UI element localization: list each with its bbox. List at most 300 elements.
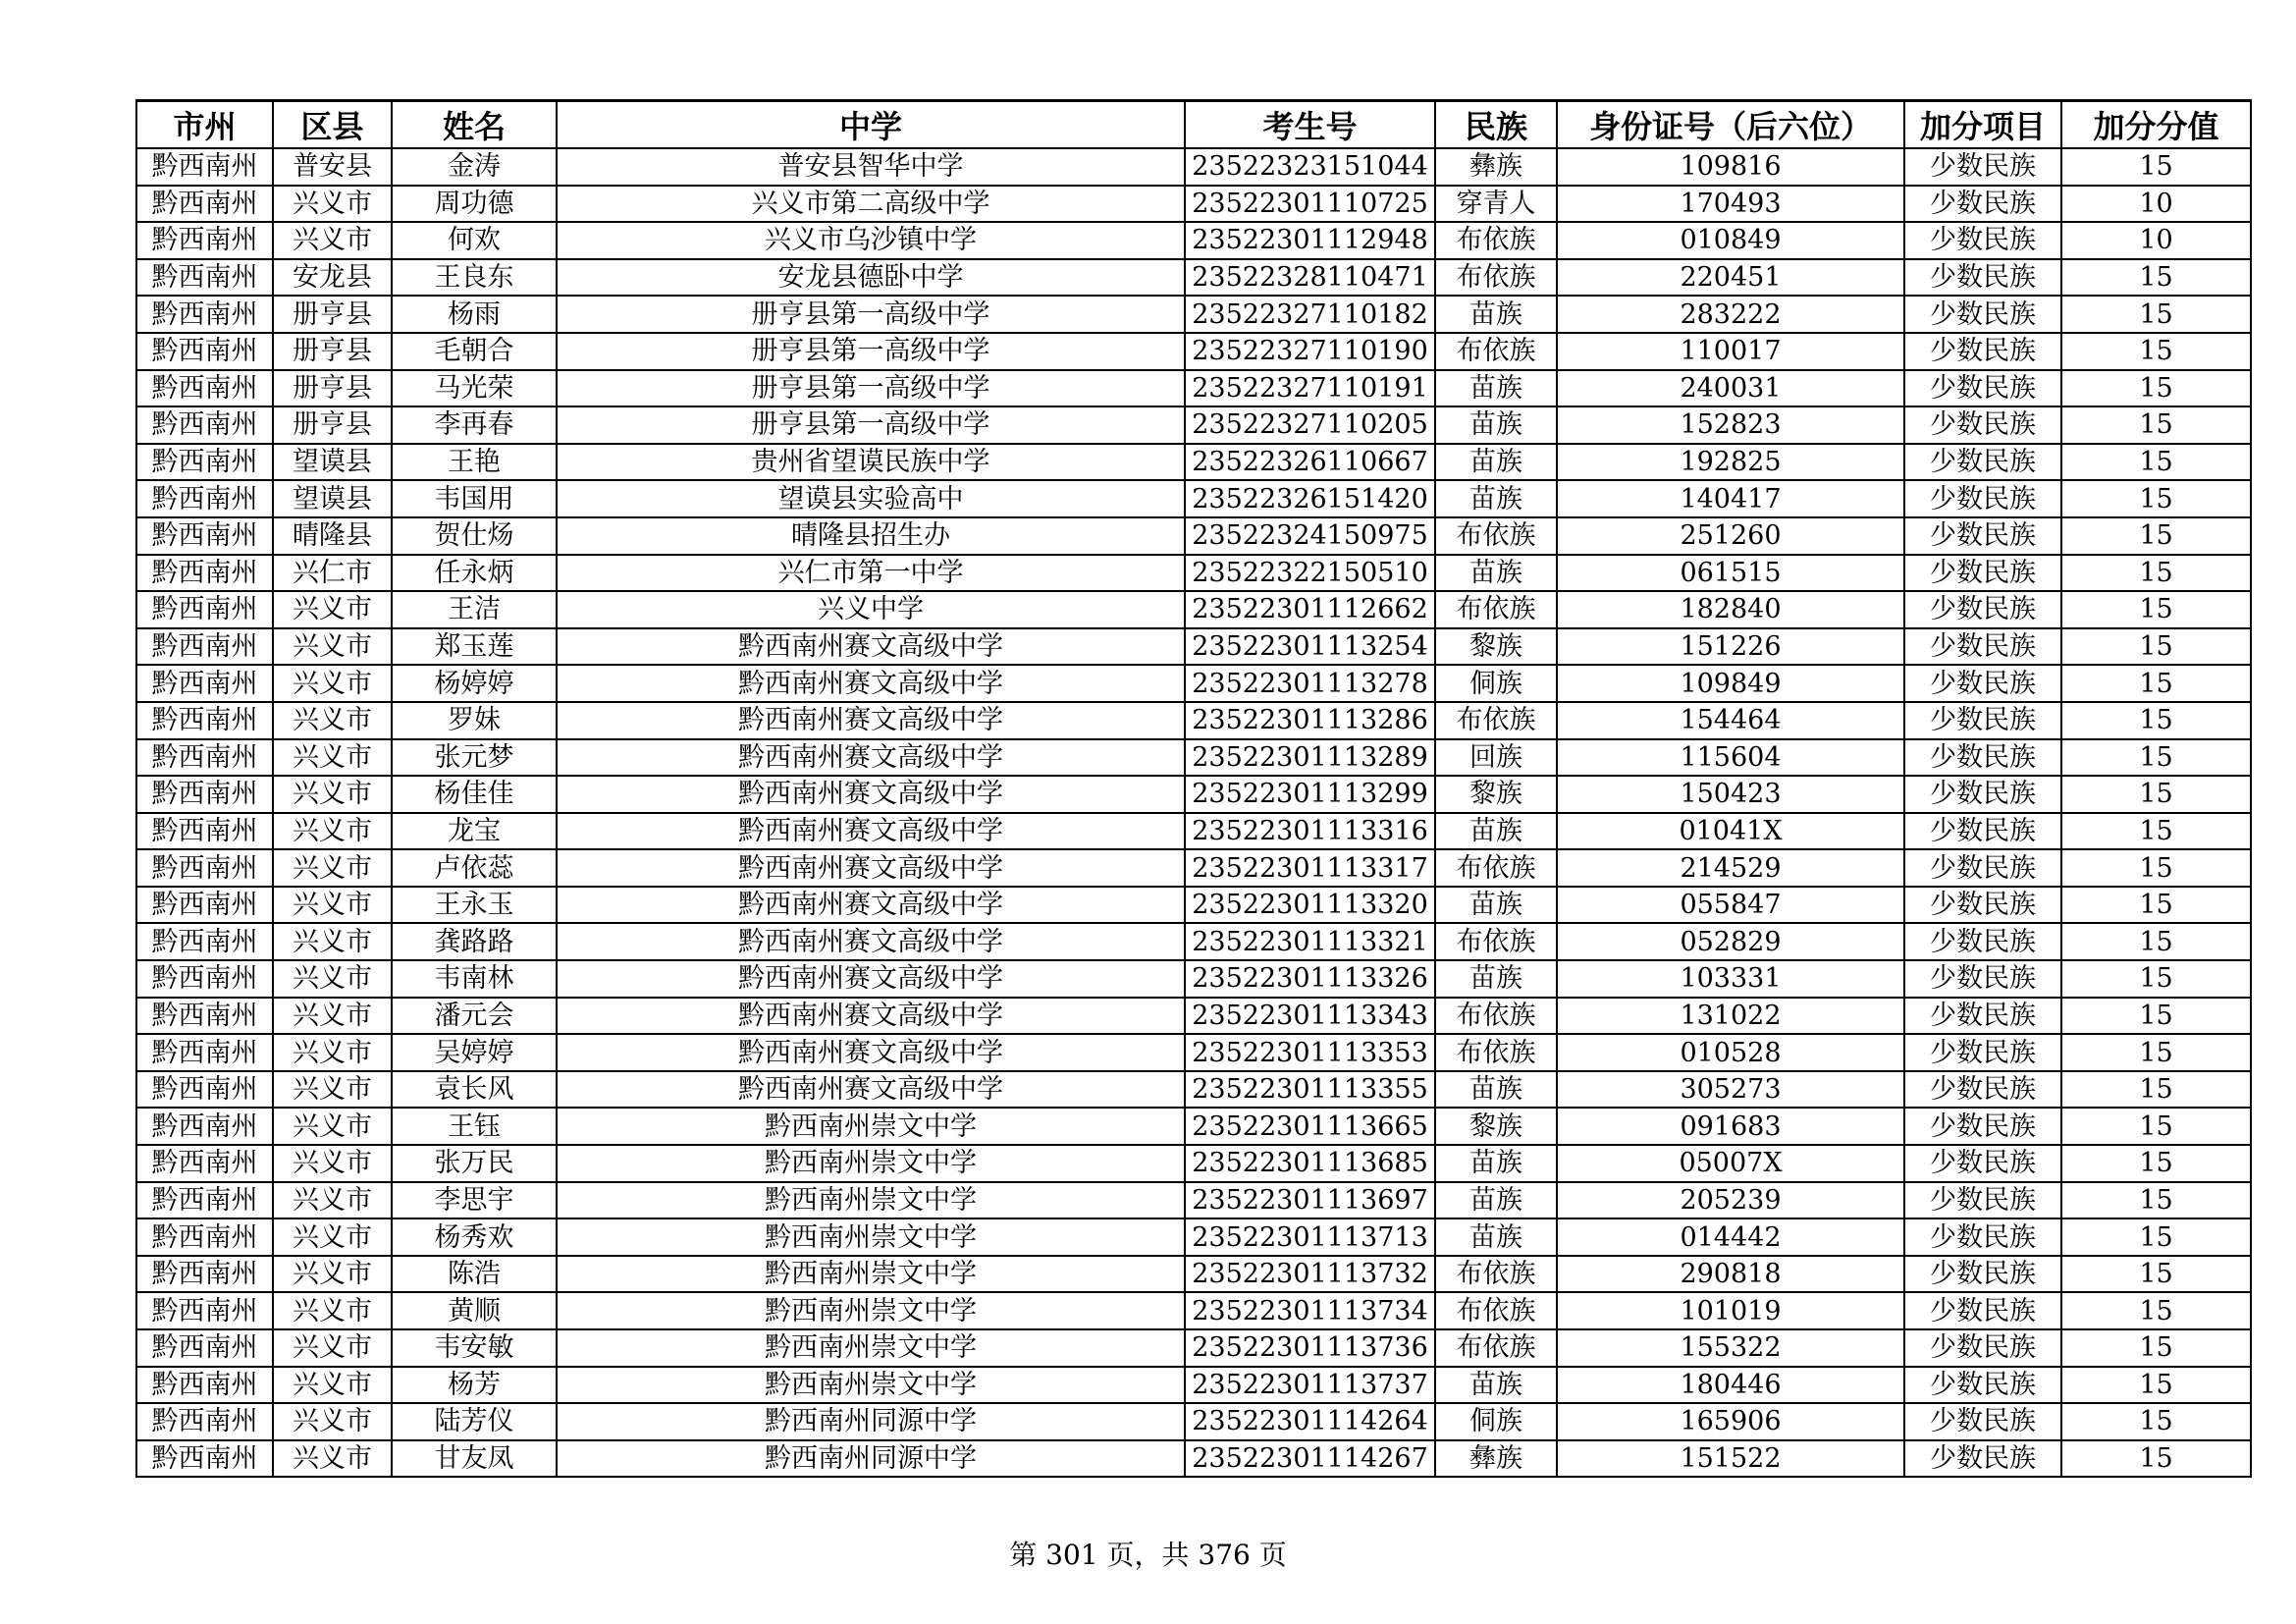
cell-id-last-six: 103331 [1557, 960, 1904, 998]
cell-exam-number: 23522301113278 [1185, 665, 1435, 702]
cell-ethnicity: 苗族 [1435, 296, 1557, 333]
cell-district: 兴义市 [273, 1256, 392, 1293]
cell-id-last-six: 151522 [1557, 1440, 1904, 1478]
cell-school: 黔西南州赛文高级中学 [557, 665, 1185, 702]
table-row [136, 444, 2251, 481]
cell-district: 兴义市 [273, 591, 392, 628]
cell-city: 黔西南州 [136, 1218, 273, 1256]
cell-bonus-value: 15 [2061, 555, 2251, 592]
cell-ethnicity: 黎族 [1435, 1108, 1557, 1145]
cell-district: 兴义市 [273, 1034, 392, 1071]
cell-district: 兴义市 [273, 1292, 392, 1329]
cell-name: 韦安敏 [392, 1329, 557, 1367]
cell-bonus-value: 15 [2061, 591, 2251, 628]
cell-school: 黔西南州同源中学 [557, 1440, 1185, 1478]
cell-bonus-item: 少数民族 [1904, 702, 2061, 739]
cell-city: 黔西南州 [136, 406, 273, 444]
cell-school: 黔西南州同源中学 [557, 1403, 1185, 1440]
cell-name: 马光荣 [392, 370, 557, 407]
cell-city: 黔西南州 [136, 628, 273, 666]
cell-ethnicity: 布依族 [1435, 517, 1557, 555]
cell-district: 兴义市 [273, 1071, 392, 1109]
cell-school: 黔西南州赛文高级中学 [557, 1071, 1185, 1109]
cell-bonus-item: 少数民族 [1904, 849, 2061, 887]
cell-bonus-value: 15 [2061, 998, 2251, 1035]
cell-school: 册亨县第一高级中学 [557, 406, 1185, 444]
cell-city: 黔西南州 [136, 1145, 273, 1182]
table-row [136, 1145, 2251, 1182]
cell-ethnicity: 苗族 [1435, 1218, 1557, 1256]
cell-city: 黔西南州 [136, 923, 273, 960]
cell-bonus-value: 10 [2061, 222, 2251, 259]
cell-city: 黔西南州 [136, 1367, 273, 1404]
cell-id-last-six: 151226 [1557, 628, 1904, 666]
cell-bonus-item: 少数民族 [1904, 1440, 2061, 1478]
cell-district: 兴义市 [273, 849, 392, 887]
cell-name: 罗妹 [392, 702, 557, 739]
cell-name: 贺仕炀 [392, 517, 557, 555]
cell-ethnicity: 布依族 [1435, 1292, 1557, 1329]
cell-bonus-value: 15 [2061, 923, 2251, 960]
cell-exam-number: 23522301113697 [1185, 1182, 1435, 1219]
cell-city: 黔西南州 [136, 555, 273, 592]
cell-city: 黔西南州 [136, 222, 273, 259]
cell-city: 黔西南州 [136, 887, 273, 924]
cell-exam-number: 23522301114264 [1185, 1403, 1435, 1440]
cell-name: 王艳 [392, 444, 557, 481]
cell-bonus-item: 少数民族 [1904, 998, 2061, 1035]
table-row [136, 1071, 2251, 1109]
cell-ethnicity: 穿青人 [1435, 186, 1557, 223]
table-row [136, 186, 2251, 223]
cell-exam-number: 23522322150510 [1185, 555, 1435, 592]
cell-exam-number: 23522301110725 [1185, 186, 1435, 223]
cell-district: 望谟县 [273, 480, 392, 517]
cell-district: 兴义市 [273, 222, 392, 259]
table-row [136, 259, 2251, 297]
cell-name: 张万民 [392, 1145, 557, 1182]
cell-exam-number: 23522301113685 [1185, 1145, 1435, 1182]
cell-bonus-value: 15 [2061, 1329, 2251, 1367]
cell-name: 杨秀欢 [392, 1218, 557, 1256]
cell-name: 韦国用 [392, 480, 557, 517]
cell-id-last-six: 251260 [1557, 517, 1904, 555]
table-row [136, 1440, 2251, 1478]
cell-bonus-value: 15 [2061, 1367, 2251, 1404]
cell-bonus-value: 15 [2061, 370, 2251, 407]
cell-id-last-six: 220451 [1557, 259, 1904, 297]
header-city: 市州 [136, 101, 273, 149]
table-row [136, 702, 2251, 739]
cell-school: 兴义市第二高级中学 [557, 186, 1185, 223]
cell-ethnicity: 彝族 [1435, 148, 1557, 186]
cell-district: 册亨县 [273, 333, 392, 370]
cell-ethnicity: 苗族 [1435, 444, 1557, 481]
cell-ethnicity: 黎族 [1435, 628, 1557, 666]
cell-city: 黔西南州 [136, 333, 273, 370]
cell-district: 晴隆县 [273, 517, 392, 555]
cell-exam-number: 23522326110667 [1185, 444, 1435, 481]
cell-school: 黔西南州赛文高级中学 [557, 628, 1185, 666]
table-row [136, 887, 2251, 924]
cell-bonus-item: 少数民族 [1904, 1329, 2061, 1367]
cell-ethnicity: 侗族 [1435, 665, 1557, 702]
cell-school: 黔西南州赛文高级中学 [557, 813, 1185, 850]
cell-bonus-value: 15 [2061, 1108, 2251, 1145]
cell-name: 龙宝 [392, 813, 557, 850]
cell-bonus-value: 15 [2061, 1218, 2251, 1256]
cell-city: 黔西南州 [136, 739, 273, 777]
cell-district: 册亨县 [273, 296, 392, 333]
cell-exam-number: 23522301113320 [1185, 887, 1435, 924]
cell-exam-number: 23522301113316 [1185, 813, 1435, 850]
table-row [136, 849, 2251, 887]
cell-bonus-value: 10 [2061, 186, 2251, 223]
cell-school: 黔西南州赛文高级中学 [557, 1034, 1185, 1071]
cell-name: 袁长风 [392, 1071, 557, 1109]
table-row [136, 1403, 2251, 1440]
cell-bonus-item: 少数民族 [1904, 1108, 2061, 1145]
table-row [136, 628, 2251, 666]
cell-exam-number: 23522328110471 [1185, 259, 1435, 297]
cell-city: 黔西南州 [136, 1256, 273, 1293]
table-row [136, 923, 2251, 960]
cell-school: 贵州省望谟民族中学 [557, 444, 1185, 481]
cell-district: 兴义市 [273, 776, 392, 813]
cell-id-last-six: 205239 [1557, 1182, 1904, 1219]
cell-ethnicity: 布依族 [1435, 222, 1557, 259]
cell-exam-number: 23522301113321 [1185, 923, 1435, 960]
cell-id-last-six: 154464 [1557, 702, 1904, 739]
cell-id-last-six: 192825 [1557, 444, 1904, 481]
cell-bonus-value: 15 [2061, 259, 2251, 297]
cell-bonus-item: 少数民族 [1904, 517, 2061, 555]
cell-name: 吴婷婷 [392, 1034, 557, 1071]
cell-city: 黔西南州 [136, 370, 273, 407]
cell-district: 兴义市 [273, 628, 392, 666]
header-name: 姓名 [392, 101, 557, 149]
cell-district: 望谟县 [273, 444, 392, 481]
table-row [136, 998, 2251, 1035]
cell-city: 黔西南州 [136, 148, 273, 186]
cell-school: 普安县智华中学 [557, 148, 1185, 186]
table-row [136, 776, 2251, 813]
table-row [136, 480, 2251, 517]
cell-name: 毛朝合 [392, 333, 557, 370]
cell-bonus-item: 少数民族 [1904, 259, 2061, 297]
cell-district: 兴义市 [273, 739, 392, 777]
table-row [136, 1034, 2251, 1071]
cell-exam-number: 23522326151420 [1185, 480, 1435, 517]
cell-school: 兴义中学 [557, 591, 1185, 628]
cell-name: 韦南林 [392, 960, 557, 998]
table-row [136, 813, 2251, 850]
cell-exam-number: 23522301113254 [1185, 628, 1435, 666]
table-header-row [136, 101, 2251, 149]
cell-school: 黔西南州崇文中学 [557, 1292, 1185, 1329]
cell-ethnicity: 布依族 [1435, 998, 1557, 1035]
cell-id-last-six: 152823 [1557, 406, 1904, 444]
cell-bonus-value: 15 [2061, 296, 2251, 333]
cell-exam-number: 23522301113355 [1185, 1071, 1435, 1109]
cell-district: 兴仁市 [273, 555, 392, 592]
cell-school: 册亨县第一高级中学 [557, 333, 1185, 370]
table-row [136, 406, 2251, 444]
cell-ethnicity: 黎族 [1435, 776, 1557, 813]
cell-city: 黔西南州 [136, 1403, 273, 1440]
cell-school: 晴隆县招生办 [557, 517, 1185, 555]
cell-exam-number: 23522327110182 [1185, 296, 1435, 333]
cell-exam-number: 23522301113289 [1185, 739, 1435, 777]
cell-name: 张元梦 [392, 739, 557, 777]
cell-bonus-value: 15 [2061, 739, 2251, 777]
cell-bonus-item: 少数民族 [1904, 591, 2061, 628]
cell-name: 郑玉莲 [392, 628, 557, 666]
cell-id-last-six: 214529 [1557, 849, 1904, 887]
table-row [136, 665, 2251, 702]
cell-district: 册亨县 [273, 370, 392, 407]
cell-bonus-item: 少数民族 [1904, 628, 2061, 666]
cell-bonus-item: 少数民族 [1904, 665, 2061, 702]
cell-ethnicity: 苗族 [1435, 1145, 1557, 1182]
cell-ethnicity: 布依族 [1435, 259, 1557, 297]
cell-bonus-item: 少数民族 [1904, 739, 2061, 777]
cell-id-last-six: 101019 [1557, 1292, 1904, 1329]
cell-ethnicity: 苗族 [1435, 1071, 1557, 1109]
cell-name: 李思宇 [392, 1182, 557, 1219]
cell-bonus-value: 15 [2061, 628, 2251, 666]
cell-district: 兴义市 [273, 702, 392, 739]
cell-school: 黔西南州赛文高级中学 [557, 998, 1185, 1035]
cell-school: 黔西南州赛文高级中学 [557, 849, 1185, 887]
cell-school: 黔西南州赛文高级中学 [557, 776, 1185, 813]
cell-exam-number: 23522301113299 [1185, 776, 1435, 813]
cell-id-last-six: 055847 [1557, 887, 1904, 924]
cell-name: 陆芳仪 [392, 1403, 557, 1440]
cell-bonus-item: 少数民族 [1904, 333, 2061, 370]
table-row [136, 1329, 2251, 1367]
page-number: 第 301 页，共 376 页 [1009, 1539, 1287, 1571]
cell-id-last-six: 182840 [1557, 591, 1904, 628]
cell-bonus-value: 15 [2061, 1256, 2251, 1293]
cell-city: 黔西南州 [136, 259, 273, 297]
cell-district: 兴义市 [273, 960, 392, 998]
cell-school: 黔西南州赛文高级中学 [557, 923, 1185, 960]
cell-bonus-value: 15 [2061, 148, 2251, 186]
cell-name: 杨芳 [392, 1367, 557, 1404]
cell-district: 兴义市 [273, 1182, 392, 1219]
cell-district: 兴义市 [273, 887, 392, 924]
cell-exam-number: 23522301113734 [1185, 1292, 1435, 1329]
cell-name: 王洁 [392, 591, 557, 628]
cell-school: 黔西南州赛文高级中学 [557, 739, 1185, 777]
cell-id-last-six: 061515 [1557, 555, 1904, 592]
cell-bonus-item: 少数民族 [1904, 1403, 2061, 1440]
cell-bonus-value: 15 [2061, 1403, 2251, 1440]
cell-id-last-six: 052829 [1557, 923, 1904, 960]
cell-id-last-six: 170493 [1557, 186, 1904, 223]
cell-school: 黔西南州崇文中学 [557, 1145, 1185, 1182]
cell-name: 王永玉 [392, 887, 557, 924]
cell-bonus-value: 15 [2061, 1071, 2251, 1109]
cell-bonus-value: 15 [2061, 702, 2251, 739]
cell-name: 杨婷婷 [392, 665, 557, 702]
cell-ethnicity: 布依族 [1435, 333, 1557, 370]
cell-bonus-value: 15 [2061, 444, 2251, 481]
cell-school: 安龙县德卧中学 [557, 259, 1185, 297]
cell-name: 杨佳佳 [392, 776, 557, 813]
cell-city: 黔西南州 [136, 1071, 273, 1109]
cell-exam-number: 23522324150975 [1185, 517, 1435, 555]
table-row [136, 1182, 2251, 1219]
table-row [136, 1256, 2251, 1293]
cell-city: 黔西南州 [136, 480, 273, 517]
cell-name: 王良东 [392, 259, 557, 297]
cell-school: 册亨县第一高级中学 [557, 296, 1185, 333]
cell-id-last-six: 115604 [1557, 739, 1904, 777]
cell-bonus-value: 15 [2061, 1440, 2251, 1478]
cell-district: 兴义市 [273, 998, 392, 1035]
cell-city: 黔西南州 [136, 1329, 273, 1367]
cell-bonus-item: 少数民族 [1904, 186, 2061, 223]
cell-id-last-six: 283222 [1557, 296, 1904, 333]
cell-id-last-six: 305273 [1557, 1071, 1904, 1109]
cell-city: 黔西南州 [136, 813, 273, 850]
cell-district: 兴义市 [273, 1440, 392, 1478]
cell-bonus-value: 15 [2061, 1182, 2251, 1219]
header-school: 中学 [557, 101, 1185, 149]
cell-bonus-item: 少数民族 [1904, 1182, 2061, 1219]
cell-school: 黔西南州赛文高级中学 [557, 887, 1185, 924]
cell-name: 李再春 [392, 406, 557, 444]
cell-id-last-six: 01041X [1557, 813, 1904, 850]
cell-exam-number: 23522301113343 [1185, 998, 1435, 1035]
cell-id-last-six: 014442 [1557, 1218, 1904, 1256]
cell-city: 黔西南州 [136, 186, 273, 223]
header-bonus-item: 加分项目 [1904, 101, 2061, 149]
cell-ethnicity: 苗族 [1435, 480, 1557, 517]
cell-ethnicity: 苗族 [1435, 370, 1557, 407]
cell-ethnicity: 布依族 [1435, 849, 1557, 887]
cell-bonus-value: 15 [2061, 776, 2251, 813]
cell-id-last-six: 165906 [1557, 1403, 1904, 1440]
cell-ethnicity: 苗族 [1435, 1182, 1557, 1219]
cell-ethnicity: 布依族 [1435, 591, 1557, 628]
cell-name: 金涛 [392, 148, 557, 186]
cell-id-last-six: 110017 [1557, 333, 1904, 370]
cell-district: 兴义市 [273, 1367, 392, 1404]
cell-school: 兴义市乌沙镇中学 [557, 222, 1185, 259]
cell-school: 兴仁市第一中学 [557, 555, 1185, 592]
cell-exam-number: 23522301113317 [1185, 849, 1435, 887]
cell-id-last-six: 091683 [1557, 1108, 1904, 1145]
cell-district: 兴义市 [273, 1329, 392, 1367]
table-row [136, 591, 2251, 628]
cell-exam-number: 23522301113713 [1185, 1218, 1435, 1256]
bonus-points-table [135, 99, 2252, 1478]
cell-name: 潘元会 [392, 998, 557, 1035]
cell-id-last-six: 010849 [1557, 222, 1904, 259]
cell-bonus-item: 少数民族 [1904, 1034, 2061, 1071]
table-row [136, 1218, 2251, 1256]
cell-district: 册亨县 [273, 406, 392, 444]
cell-bonus-value: 15 [2061, 480, 2251, 517]
cell-name: 陈浩 [392, 1256, 557, 1293]
cell-bonus-item: 少数民族 [1904, 222, 2061, 259]
cell-bonus-value: 15 [2061, 1292, 2251, 1329]
cell-name: 龚路路 [392, 923, 557, 960]
cell-city: 黔西南州 [136, 296, 273, 333]
cell-ethnicity: 彝族 [1435, 1440, 1557, 1478]
cell-exam-number: 23522301113736 [1185, 1329, 1435, 1367]
cell-exam-number: 23522327110205 [1185, 406, 1435, 444]
cell-ethnicity: 布依族 [1435, 923, 1557, 960]
cell-id-last-six: 290818 [1557, 1256, 1904, 1293]
cell-district: 兴义市 [273, 186, 392, 223]
table-row [136, 148, 2251, 186]
cell-district: 安龙县 [273, 259, 392, 297]
cell-bonus-value: 15 [2061, 813, 2251, 850]
header-district: 区县 [273, 101, 392, 149]
cell-exam-number: 23522301113732 [1185, 1256, 1435, 1293]
cell-name: 卢依蕊 [392, 849, 557, 887]
cell-exam-number: 23522301114267 [1185, 1440, 1435, 1478]
cell-exam-number: 23522301112948 [1185, 222, 1435, 259]
header-id-last-six: 身份证号（后六位） [1557, 101, 1904, 149]
cell-bonus-value: 15 [2061, 1034, 2251, 1071]
cell-school: 黔西南州崇文中学 [557, 1218, 1185, 1256]
table-row [136, 296, 2251, 333]
cell-bonus-item: 少数民族 [1904, 1145, 2061, 1182]
cell-district: 兴义市 [273, 1145, 392, 1182]
cell-name: 任永炳 [392, 555, 557, 592]
cell-city: 黔西南州 [136, 1108, 273, 1145]
cell-bonus-item: 少数民族 [1904, 923, 2061, 960]
cell-bonus-value: 15 [2061, 1145, 2251, 1182]
table-row [136, 739, 2251, 777]
cell-school: 黔西南州崇文中学 [557, 1367, 1185, 1404]
table-row [136, 1108, 2251, 1145]
header-bonus-value: 加分分值 [2061, 101, 2251, 149]
cell-bonus-item: 少数民族 [1904, 1367, 2061, 1404]
cell-city: 黔西南州 [136, 444, 273, 481]
cell-id-last-six: 140417 [1557, 480, 1904, 517]
cell-city: 黔西南州 [136, 665, 273, 702]
cell-bonus-item: 少数民族 [1904, 148, 2061, 186]
cell-bonus-value: 15 [2061, 849, 2251, 887]
cell-exam-number: 23522301113737 [1185, 1367, 1435, 1404]
cell-school: 黔西南州崇文中学 [557, 1108, 1185, 1145]
cell-city: 黔西南州 [136, 1292, 273, 1329]
cell-exam-number: 23522327110191 [1185, 370, 1435, 407]
cell-exam-number: 23522301113326 [1185, 960, 1435, 998]
cell-name: 甘友凤 [392, 1440, 557, 1478]
table-row [136, 1367, 2251, 1404]
cell-bonus-item: 少数民族 [1904, 555, 2061, 592]
cell-bonus-item: 少数民族 [1904, 1218, 2061, 1256]
cell-exam-number: 23522323151044 [1185, 148, 1435, 186]
cell-bonus-item: 少数民族 [1904, 444, 2061, 481]
cell-bonus-item: 少数民族 [1904, 1071, 2061, 1109]
table-row [136, 370, 2251, 407]
cell-bonus-item: 少数民族 [1904, 1256, 2061, 1293]
cell-ethnicity: 布依族 [1435, 1034, 1557, 1071]
cell-ethnicity: 苗族 [1435, 406, 1557, 444]
cell-school: 黔西南州崇文中学 [557, 1256, 1185, 1293]
cell-district: 兴义市 [273, 813, 392, 850]
cell-ethnicity: 苗族 [1435, 960, 1557, 998]
cell-bonus-value: 15 [2061, 960, 2251, 998]
